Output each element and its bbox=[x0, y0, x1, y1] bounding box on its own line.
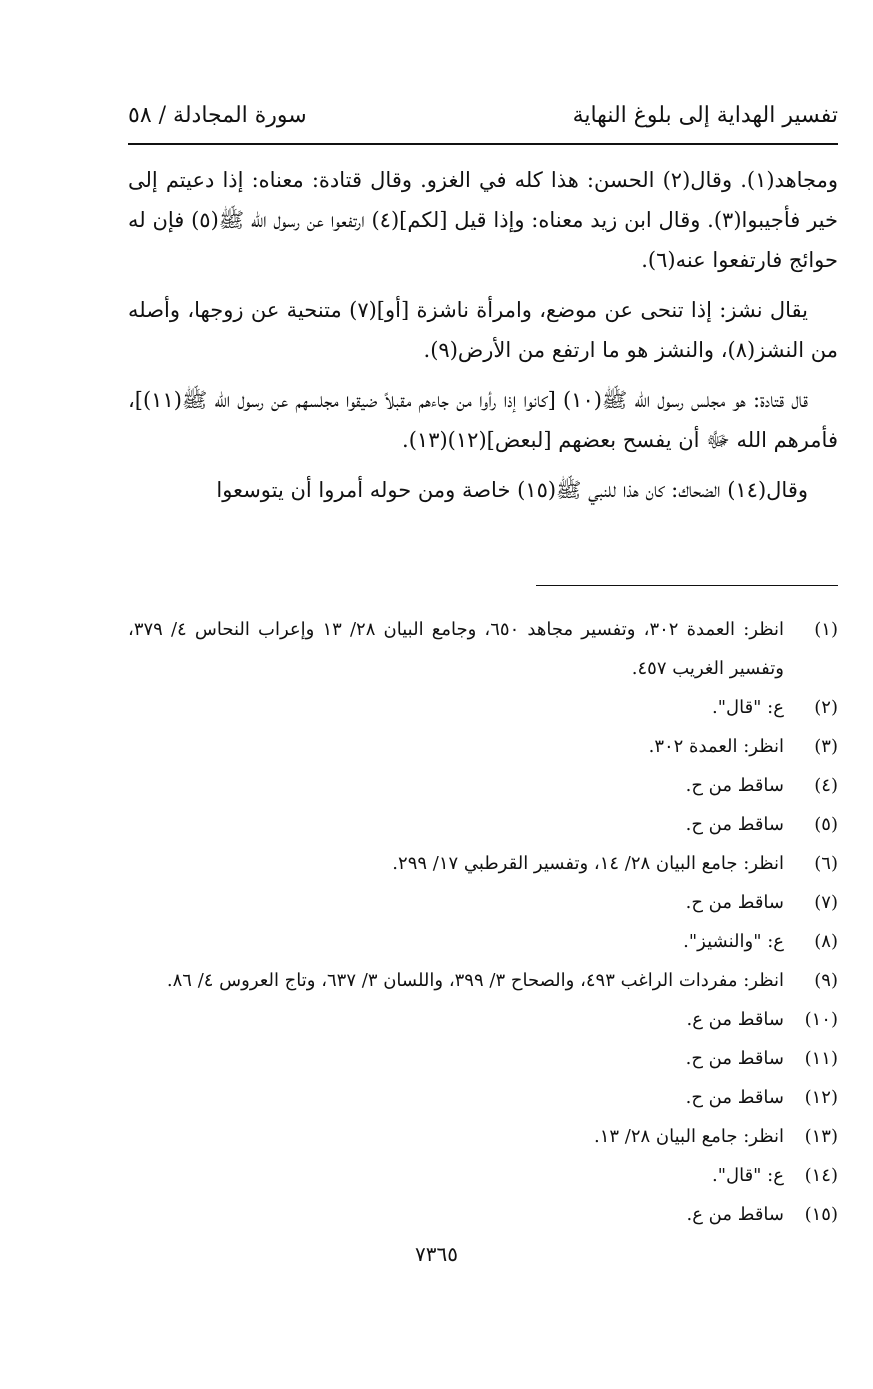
footnote bbox=[128, 688, 838, 727]
header-rule bbox=[128, 143, 838, 145]
paragraph: قال قتادة: هو مجلس رسول الله ﷺ(١٠) [كانوا إذا رأوا من جاءهم مقبلاً ضيقوا مجلسهم عن رسول الله ﷺ(١١)]، فأمرهم الله ﷻ أن يفسح بعضهم [لبعض](١٢)(١٣). bbox=[128, 388, 838, 452]
footnote-text: ع: "والنشيز". bbox=[683, 931, 784, 952]
footnote bbox=[128, 1039, 838, 1078]
footnote-number: (١٠) bbox=[804, 1009, 838, 1030]
footnote-number: (١) bbox=[814, 619, 838, 640]
running-header bbox=[128, 95, 838, 141]
footnote bbox=[128, 1078, 838, 1117]
footnote bbox=[128, 844, 838, 883]
footnote-number: (٢) bbox=[814, 697, 838, 718]
footnote-text: ساقط من ح. bbox=[685, 892, 784, 913]
footnote bbox=[128, 883, 838, 922]
footnote-text: انظر: العمدة ٣٠٢، وتفسير مجاهد ٦٥٠، وجامع البيان ٢٨/ ١٣ وإعراب النحاس ٤/ ٣٧٩، وتفسير الغريب ٤٥٧. bbox=[128, 619, 784, 679]
footnote bbox=[128, 922, 838, 961]
main-text bbox=[128, 160, 838, 520]
footnote-number: (٦) bbox=[814, 853, 838, 874]
paragraph: ومجاهد(١). وقال(٢) الحسن: هذا كله في الغزو. وقال قتادة: معناه: إذا دعيتم إلى خير فأجيبوا(٣). وقال ابن زيد معناه: وإذا قيل [لكم](٤) ارتفعوا عن رسول الله ﷺ(٥) فإن له حوائج فارتفعوا عنه(٦). bbox=[128, 168, 838, 272]
footnote-number: (١٥) bbox=[804, 1204, 838, 1225]
footnote-number: (٣) bbox=[814, 736, 838, 757]
footnote-number: (٩) bbox=[814, 970, 838, 991]
paragraph: وقال(١٤) الضحاك: كان هذا للنبي ﷺ(١٥) خاصة ومن حوله أمروا أن يتوسعوا bbox=[216, 478, 808, 502]
footnote-text: ساقط من ع. bbox=[686, 1204, 784, 1225]
footnote bbox=[128, 610, 838, 688]
footnotes bbox=[128, 610, 838, 1234]
footnote bbox=[128, 1195, 838, 1234]
footnote bbox=[128, 805, 838, 844]
footnote-text: انظر: جامع البيان ٢٨/ ١٤، وتفسير القرطبي ١٧/ ٢٩٩. bbox=[392, 853, 784, 874]
footnote-text: ساقط من ح. bbox=[685, 814, 784, 835]
page-number: ٧٣٦٥ bbox=[415, 1242, 458, 1266]
footnote-number: (١٤) bbox=[804, 1165, 838, 1186]
book-title: تفسير الهداية إلى بلوغ النهاية bbox=[572, 103, 838, 128]
footnote-number: (٧) bbox=[814, 892, 838, 913]
footnote-number: (١١) bbox=[804, 1048, 838, 1069]
footnote-text: ع: "قال". bbox=[712, 697, 784, 718]
footnote-number: (٤) bbox=[814, 775, 838, 796]
footnote-number: (٨) bbox=[814, 931, 838, 952]
footnote-text: انظر: جامع البيان ٢٨/ ١٣. bbox=[593, 1126, 784, 1147]
footnote-text: ساقط من ح. bbox=[685, 1087, 784, 1108]
footnote-number: (٥) bbox=[814, 814, 838, 835]
surah-label: سورة المجادلة / ٥٨ bbox=[128, 103, 307, 128]
footnote-text: ساقط من ع. bbox=[686, 1009, 784, 1030]
footnote-number: (١٢) bbox=[804, 1087, 838, 1108]
footnote-separator bbox=[536, 585, 838, 586]
footnote bbox=[128, 1156, 838, 1195]
footnote-number: (١٣) bbox=[804, 1126, 838, 1147]
footnote-text: انظر: مفردات الراغب ٤٩٣، والصحاح ٣/ ٣٩٩، واللسان ٣/ ٦٣٧، وتاج العروس ٤/ ٨٦. bbox=[166, 970, 784, 991]
footnote-text: انظر: العمدة ٣٠٢. bbox=[648, 736, 784, 757]
footnote-text: ع: "قال". bbox=[712, 1165, 784, 1186]
footnote bbox=[128, 766, 838, 805]
footnote bbox=[128, 961, 838, 1000]
footnote-text: ساقط من ح. bbox=[685, 1048, 784, 1069]
footnote bbox=[128, 1117, 838, 1156]
footnote bbox=[128, 1000, 838, 1039]
paragraph: يقال نشز: إذا تنحى عن موضع، وامرأة ناشزة [أو](٧) متنحية عن زوجها، وأصله من النشز(٨)، والنشز هو ما ارتفع من الأرض(٩). bbox=[128, 298, 838, 362]
footnote-text: ساقط من ح. bbox=[685, 775, 784, 796]
footnote bbox=[128, 727, 838, 766]
